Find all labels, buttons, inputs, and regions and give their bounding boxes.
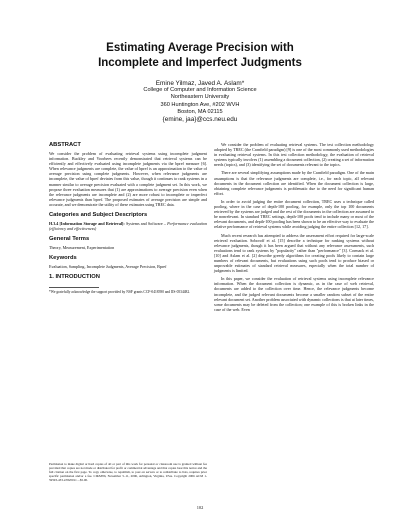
affiliation-line-1: College of Computer and Information Science <box>143 87 257 94</box>
abstract-heading: ABSTRACT <box>49 142 81 148</box>
general-terms-text: Theory, Measurement, Experimentation <box>49 245 115 251</box>
affiliation-line-3: 360 Huntington Ave, #202 WVH <box>160 101 240 108</box>
introduction-heading: 1. INTRODUCTION <box>49 274 100 281</box>
intro-paragraph-5: In this paper, we consider the evaluation of retrieval systems using incomplete relevance information. When the document collection is dynamic, as in the case of web retrieval, documents are added to the collection over time. Hence, the relevance judgments become incomplete, and the judged relevant documents become a smaller random subset of the entire relevant document set. Another problem associated with dynamic collections is that at later times, some documents may be deleted from the collection; one example of this is broken links in the case of the web. Even <box>214 276 374 312</box>
footnote-rule <box>49 287 99 288</box>
categories-text <box>49 221 207 231</box>
left-column <box>49 142 207 295</box>
author-block <box>0 80 400 123</box>
intro-paragraph-4: Much recent research has attempted to address the assessment effort required for large-scale retrieval evaluation. Soboroff et al. [15] describe a technique for ranking systems without relevance judgments, though it has been argued that without any relevance assessments, such evaluations tend to rank systems by "popularity" rather than "performance" [3]. Cormack et al. [10] and Aslam et al. [2] describe greedy algorithms for creating pools likely to contain large numbers of relevant documents, but evaluations using such pools tend to produce biased or unprovable estimates of standard retrieval measures, especially when the total number of judgments is limited. <box>214 232 374 274</box>
intro-paragraph-2: There are several simplifying assumptions made by the Cranfield paradigm. One of the main assumptions is that the relevance judgments are complete, i.e., for each topic, all relevant documents in the document collection are identified. When the document collection is large, obtaining complete relevance judgments is problematic due to the need for significant human effort. <box>214 170 374 196</box>
affiliation-line-2: Northeastern University <box>170 94 230 101</box>
categories-heading: Categories and Subject Descriptors <box>49 212 148 219</box>
copyright-notice: Permission to make digital or hard copies of all or part of this work for personal or classroom use is granted without fee provided that copies are not made or distributed for profit or commercial advantage and that copies bear this notice and the full citation on the first page. To copy otherwise, to republish, to post on servers or to redistribute to lists, requires prior specific permission and/or a fee. CIKM'06, November 5–11, 2006, Arlington, Virginia, USA. Copyright 2006 ACM 1-59593-433-2/06/0011 ...$5.00. <box>49 462 207 482</box>
categories-plain: Systems and Software – <box>124 221 168 227</box>
categories-italic: Performance evaluation (efficiency and effectiveness) <box>49 221 207 232</box>
abstract-text: We consider the problem of evaluating retrieval systems using incomplete judgment information. Buckley and Voorhees recently demonstrated that retrieval systems can be efficiently and effectively evaluated using incomplete judgments via the bpref measure [6]. When relevance judgments are complete, the value of bpref is an approximation to the value of average precision using complete judgments. However, when relevance judgments are incomplete, the value of bpref deviates from this value, though it continues to rank systems in a manner similar to average precision evaluated with a complete judgment set. In this work, we propose three evaluation measures that (1) are approximations to average precision even when the relevance judgments are incomplete and (2) are more robust to incomplete or imperfect relevance judgments than bpref. The proposed estimates of average precision are simple and accurate, and we demonstrate the utility of these estimates using TREC data. <box>49 151 207 207</box>
author-emails: {emine, jaa}@ccs.neu.edu <box>162 116 238 124</box>
categories-code: H.3.4 [Information Storage and Retrieval]: <box>49 221 125 227</box>
author-names: Emine Yilmaz, Javed A. Aslam* <box>155 80 245 87</box>
paper-title <box>0 41 400 71</box>
keywords-heading: Keywords <box>49 255 77 262</box>
right-column <box>214 142 374 315</box>
title-line-1: Estimating Average Precision with <box>106 42 294 54</box>
title-line-2: Incomplete and Imperfect Judgments <box>98 57 302 69</box>
affiliation-line-4: Boston, MA 02115 <box>177 108 223 115</box>
footnote-text: *We gratefully acknowledge the support provided by NSF grants CCF-0418390 and IIS-0534482. <box>49 290 191 295</box>
general-terms-heading: General Terms <box>49 236 90 243</box>
keywords-text: Evaluation, Sampling, Incomplete Judgments, Average Precision, Bpref <box>49 264 167 270</box>
intro-paragraph-3: In order to avoid judging the entire document collection, TREC uses a technique called pooling, where in the case of depth-100 pooling, for example, only the top 100 documents retrieved by the systems are judged and the rest of the documents in the collection are assumed to be nonrelevant. In standard TREC settings, depth-100 pools tend to include many or most of the relevant documents, and depth-100 pooling has been shown to be an effective way to evaluate the relative performance of retrieval systems while avoiding judging the entire collection [12, 17]. <box>214 198 374 230</box>
page-number: 102 <box>196 505 204 510</box>
intro-paragraph-1: We consider the problem of evaluating retrieval systems. The test collection methodology adopted by TREC (the Cranfield paradigm) [9] is one of the most commonly used methodologies in evaluating retrieval systems. In this test collection methodology, the evaluation of retrieval systems typically involves (1) assembling a document collection, (2) creating a set of information needs (topics), and (3) identifying the set of documents relevant to the topics. <box>214 142 374 168</box>
